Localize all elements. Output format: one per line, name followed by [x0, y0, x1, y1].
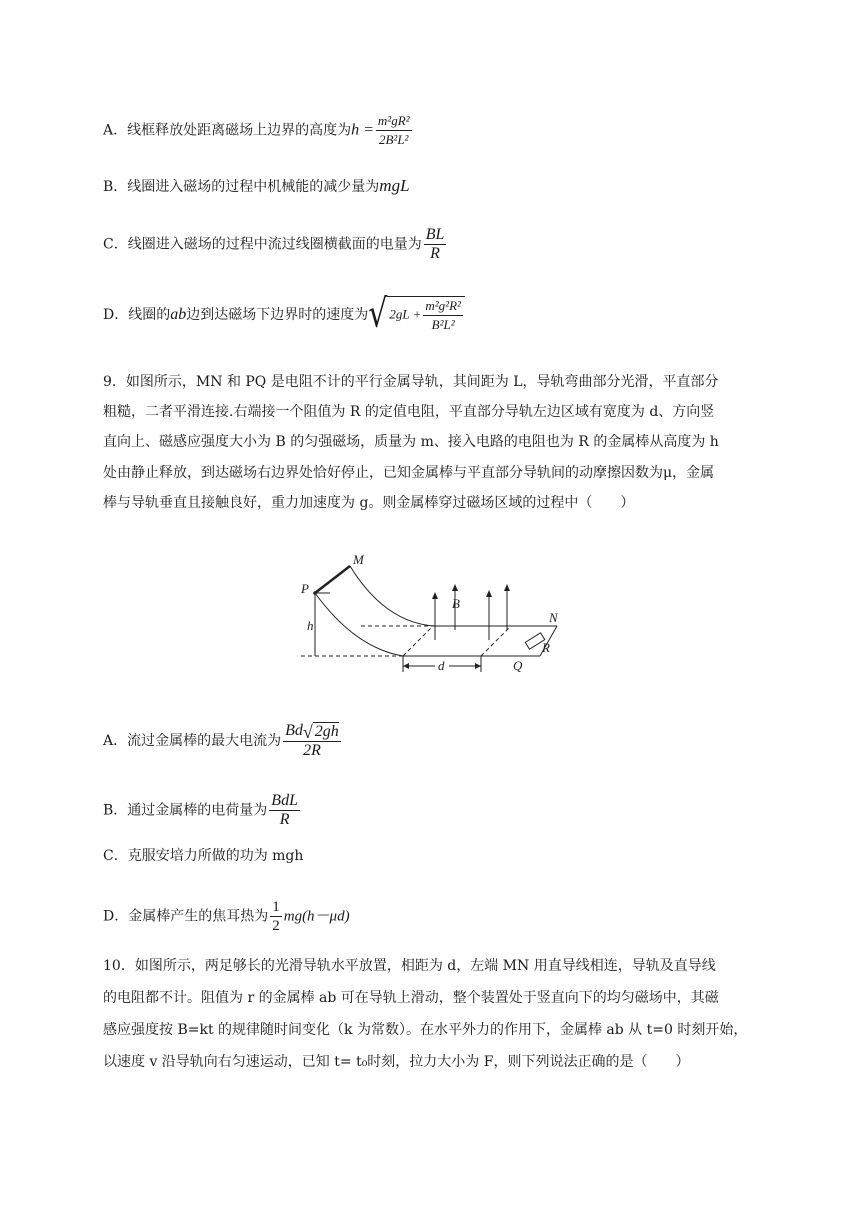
option-9b-text: B．通过金属棒的电荷量为 [103, 802, 268, 819]
label-m: M [353, 552, 364, 567]
option-8a-text: A．线框释放处距离磁场上边界的高度为 [103, 122, 352, 139]
option-9a-fraction [283, 722, 341, 760]
option-8d [103, 291, 465, 338]
option-9d-fraction [270, 898, 282, 935]
option-8d-numerator: m²g²R² [423, 297, 463, 316]
rail-figure [295, 548, 575, 680]
option-9a-radicand: 2gh [314, 723, 339, 740]
question-10-line-1: 10．如图所示，两足够长的光滑导轨水平放置，相距为 d，左端 MN 用直导线相连，导轨及直导线 [103, 958, 716, 974]
field-left-edge [403, 626, 433, 656]
option-8d-text: D．线圈的 [103, 307, 171, 323]
label-d: d [438, 658, 445, 673]
option-9d [103, 898, 350, 935]
option-8d-fraction [423, 297, 463, 334]
option-9a-text: A．流过金属棒的最大电流为 [103, 733, 282, 749]
label-q: Q [513, 658, 523, 673]
option-8c-fraction [424, 226, 447, 263]
field-arrowhead-2 [452, 584, 458, 591]
option-8a-numerator: m²gR² [376, 112, 412, 131]
option-8d-radicand-a: 2gL + [389, 306, 422, 322]
radical-sign: √ [368, 291, 388, 338]
option-8c-numerator: BL [425, 226, 445, 243]
radical-sign: √ [302, 721, 313, 742]
label-h: h [307, 618, 314, 633]
option-9a-num-pre: Bd [285, 722, 303, 740]
field-arrowhead-4 [504, 584, 510, 591]
field-arrowhead-3 [486, 590, 492, 597]
option-8c-text: C．线圈进入磁场的过程中流过线圈横截面的电量为 [103, 236, 422, 253]
option-9b [103, 792, 302, 829]
option-8c-denominator: R [430, 245, 440, 262]
option-9d-numerator: 1 [272, 899, 280, 915]
question-9-line-4: 处由静止释放，到达磁场右边界处恰好停止，已知金属棒与平直部分导轨间的动摩擦因数为μ，金属 [103, 465, 715, 481]
option-8b-expr: mgL [379, 176, 410, 195]
option-9b-fraction [269, 792, 300, 829]
d-arrowhead-right [475, 663, 481, 669]
option-9d-text: D．金属棒产生的焦耳热为 [103, 908, 269, 925]
option-8c [103, 226, 448, 263]
option-9b-numerator: BdL [271, 792, 298, 809]
option-9c: C．克服安培力所做的功为 mgh [103, 848, 304, 864]
option-8d-sqrt [368, 291, 465, 338]
question-9-line-3: 直向上、磁感应强度大小为 B 的匀强磁场，质量为 m、接入电路的电阻也为 R 的金属棒从高度为 h [103, 434, 719, 450]
option-8a-lhs: h = [351, 121, 374, 139]
option-9a-sqrt [303, 722, 339, 741]
option-8b-text: B．线圈进入磁场的过程中机械能的减少量为 [103, 179, 380, 195]
option-9d-denominator: 2 [272, 918, 280, 934]
option-8a-fraction [376, 112, 412, 149]
field-right-edge [481, 626, 511, 656]
option-8a-denominator: 2B²L² [378, 132, 409, 147]
label-p: P [301, 581, 309, 596]
option-8d-ab: ab [170, 306, 187, 323]
option-9b-denominator: R [279, 811, 290, 828]
option-9a-numerator [283, 722, 341, 742]
option-8b [103, 176, 410, 197]
option-8d-radicand [387, 296, 465, 334]
d-arrowhead-left [403, 663, 409, 669]
label-b: B [452, 596, 460, 611]
question-9-line-1: 9．如图所示，MN 和 PQ 是电阻不计的平行金属导轨，其间距为 L，导轨弯曲部分光滑，平直部分 [103, 374, 719, 390]
label-r: R [542, 640, 550, 655]
option-9a-denominator: 2R [303, 742, 321, 759]
rail-pq [315, 593, 540, 656]
option-9a [103, 722, 343, 760]
option-8a [103, 112, 414, 149]
field-arrowhead-1 [432, 592, 438, 599]
label-n: N [549, 610, 558, 625]
question-9-line-2: 粗糙，二者平滑连接.右端接一个阻值为 R 的定值电阻，平直部分导轨左边区域有宽度为 d、方向竖 [103, 404, 715, 420]
question-10-line-3: 感应强度按 B=kt 的规律随时间变化（k 为常数）。在水平外力的作用下，金属棒 ab 从 t=0 时刻开始， [103, 1022, 748, 1038]
metal-rod [315, 566, 350, 593]
option-8d-denominator: B²L² [431, 317, 455, 332]
point-p-dot [313, 591, 317, 595]
question-9-line-5: 棒与导轨垂直且接触良好，重力加速度为 g。则金属棒穿过磁场区域的过程中（ ） [103, 495, 635, 511]
option-9d-tail: mg(h－μd) [283, 908, 350, 925]
question-10-line-2: 的电阻都不计。阻值为 r 的金属棒 ab 可在导轨上滑动，整个装置处于竖直向下的均匀磁场中，其磁 [103, 990, 719, 1006]
question-10-line-4: 以速度 v 沿导轨向右匀速运动，已知 t= t₀时刻，拉力大小为 F，则下列说法正确的是（ ） [103, 1054, 690, 1070]
option-8d-text2: 边到达磁场下边界时的速度为 [186, 307, 369, 323]
